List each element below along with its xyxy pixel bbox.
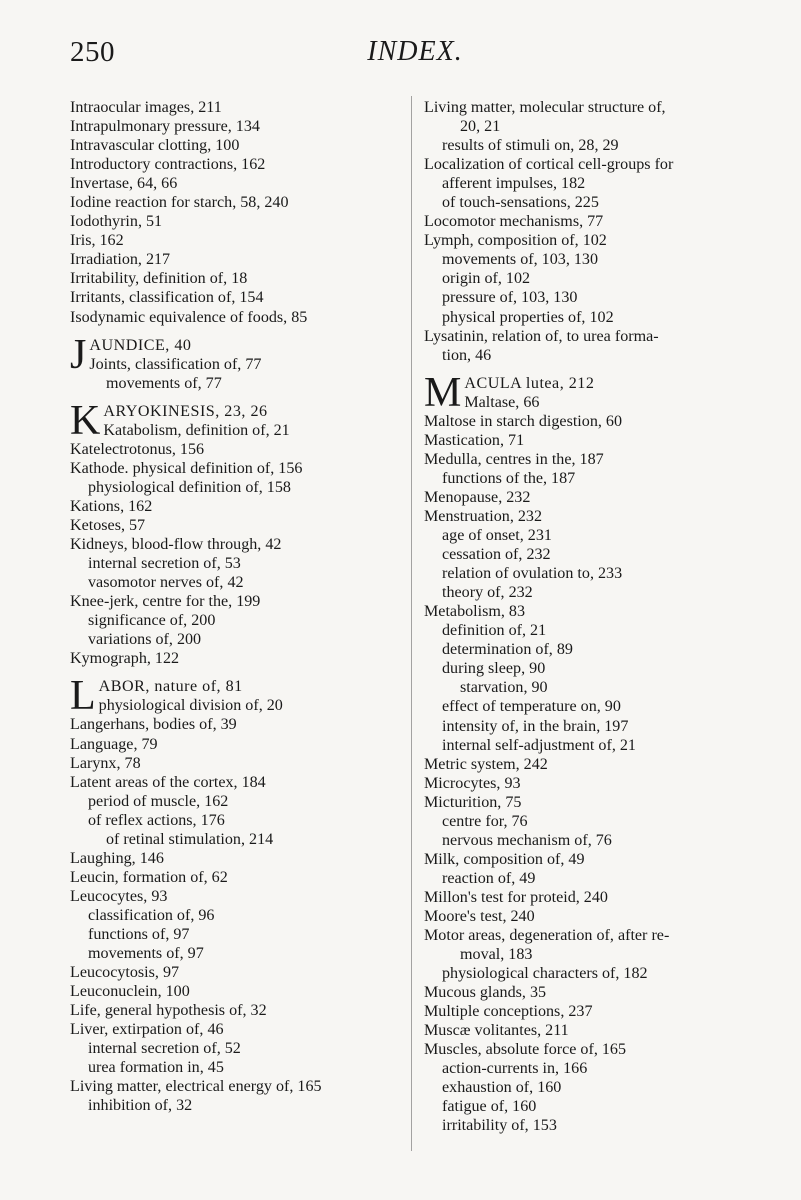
index-entry: starvation, 90	[460, 679, 548, 697]
index-entry: ABOR, nature of, 81	[98, 678, 243, 696]
index-entry: significance of, 200	[88, 612, 216, 630]
index-entry: Kathode. physical definition of, 156	[70, 459, 303, 477]
index-entry: physiological division of, 20	[98, 697, 283, 715]
section-m	[424, 369, 769, 1136]
index-entry: of reflex actions, 176	[88, 811, 225, 829]
index-entry: Latent areas of the cortex, 184	[70, 773, 266, 791]
index-entry: Irritability, definition of, 18	[70, 270, 248, 288]
index-entry: physiological definition of, 158	[88, 478, 291, 496]
index-entry: movements of, 77	[106, 374, 222, 392]
index-entry: classification of, 96	[88, 906, 215, 924]
index-entry: ACULA lutea, 212	[464, 374, 595, 392]
index-entry: Living matter, molecular structure of,	[424, 99, 666, 116]
page-number: 250	[70, 36, 115, 68]
entry-list-i	[70, 98, 400, 327]
index-entry: movements of, 97	[88, 945, 204, 963]
index-entry: Medulla, centres in the, 187	[424, 450, 604, 468]
index-entry: Metric system, 242	[424, 755, 548, 773]
index-entry: period of muscle, 162	[88, 792, 229, 810]
index-entry: fatigue of, 160	[442, 1098, 537, 1116]
index-entry: cessation of, 232	[442, 546, 551, 564]
index-entry: inhibition of, 32	[88, 1097, 193, 1115]
running-head: INDEX.	[367, 36, 463, 67]
index-entry: Iris, 162	[70, 232, 124, 250]
index-entry: action-currents in, 166	[442, 1060, 588, 1078]
drop-cap-l: L	[70, 673, 96, 720]
index-entry: Microcytes, 93	[424, 774, 521, 792]
index-entry: AUNDICE, 40	[89, 336, 192, 354]
index-entry: Irradiation, 217	[70, 251, 171, 269]
index-entry: afferent impulses, 182	[442, 175, 586, 193]
index-entry: variations of, 200	[88, 631, 202, 649]
index-entry: Mastication, 71	[424, 431, 525, 449]
index-entry: 20, 21	[460, 118, 501, 136]
index-entry: moval, 183	[460, 946, 533, 964]
index-entry: Kations, 162	[70, 497, 153, 515]
index-entry: determination of, 89	[442, 641, 573, 659]
index-entry: Milk, composition of, 49	[424, 850, 585, 868]
entry-list-l	[70, 715, 400, 1115]
index-column-left	[70, 98, 400, 1115]
entry-list-m	[424, 412, 769, 1136]
index-entry: Muscæ volitantes, 211	[424, 1022, 569, 1040]
index-entry: age of onset, 231	[442, 527, 552, 545]
index-entry: movements of, 103, 130	[442, 251, 599, 269]
index-entry: Locomotor mechanisms, 77	[424, 213, 604, 231]
index-entry: Isodynamic equivalence of foods, 85	[70, 308, 308, 326]
index-entry: Iodine reaction for starch, 58, 240	[70, 194, 289, 212]
index-entry: Leucocytosis, 97	[70, 964, 180, 982]
index-entry: relation of ovulation to, 233	[442, 565, 623, 583]
index-entry: pressure of, 103, 130	[442, 289, 578, 307]
index-entry: of touch-sensations, 225	[442, 194, 599, 212]
index-entry: urea formation in, 45	[88, 1059, 224, 1077]
index-entry: functions of the, 187	[442, 469, 576, 487]
entry-list-j	[70, 374, 400, 393]
index-entry: nervous mechanism of, 76	[442, 831, 612, 849]
index-entry: Metabolism, 83	[424, 603, 526, 621]
index-entry: Micturition, 75	[424, 793, 522, 811]
index-entry: Moore's test, 240	[424, 907, 535, 925]
index-entry: Kidneys, blood-flow through, 42	[70, 536, 282, 554]
index-entry: internal self-adjustment of, 21	[442, 736, 636, 754]
index-entry: Larynx, 78	[70, 754, 141, 772]
section-l	[70, 673, 400, 1115]
index-entry: Langerhans, bodies of, 39	[70, 716, 237, 734]
index-entry: Localization of cortical cell-groups for	[424, 156, 674, 174]
index-entry: Life, general hypothesis of, 32	[70, 1002, 267, 1020]
index-entry: Katabolism, definition of, 21	[103, 421, 290, 439]
index-entry: Lymph, composition of, 102	[424, 232, 607, 250]
index-entry: Ketoses, 57	[70, 516, 146, 534]
index-entry: centre for, 76	[442, 812, 528, 830]
index-entry: Millon's test for proteid, 240	[424, 888, 608, 906]
index-entry: Living matter, electrical energy of, 165	[70, 1078, 322, 1096]
index-entry: Introductory contractions, 162	[70, 156, 266, 174]
index-entry: Leucin, formation of, 62	[70, 868, 228, 886]
index-entry: Mucous glands, 35	[424, 984, 547, 1002]
index-entry: Maltase, 66	[464, 393, 540, 411]
index-entry: during sleep, 90	[442, 660, 546, 678]
index-entry: effect of temperature on, 90	[442, 698, 621, 716]
index-entry: theory of, 232	[442, 584, 533, 602]
index-entry: Intravascular clotting, 100	[70, 137, 240, 155]
index-entry: Motor areas, degeneration of, after re-	[424, 927, 670, 945]
index-entry: Leuconuclein, 100	[70, 983, 190, 1001]
section-k	[70, 397, 400, 669]
index-entry: Lysatinin, relation of, to urea forma-	[424, 327, 659, 345]
index-entry: results of stimuli on, 28, 29	[442, 137, 619, 155]
index-entry: Menstruation, 232	[424, 507, 543, 525]
index-entry: physical properties of, 102	[442, 308, 614, 326]
index-entry: Intraocular images, 211	[70, 99, 222, 116]
index-column-right	[424, 98, 769, 1136]
index-entry: ARYOKINESIS, 23, 26	[103, 402, 268, 420]
page-header	[70, 36, 760, 70]
index-entry: internal secretion of, 53	[88, 555, 241, 573]
drop-cap-k: K	[70, 397, 101, 444]
index-entry: Katelectrotonus, 156	[70, 440, 205, 458]
index-entry: Menopause, 232	[424, 488, 531, 506]
index-entry: Joints, classification of, 77	[89, 355, 262, 373]
index-entry: Muscles, absolute force of, 165	[424, 1041, 627, 1059]
index-entry: definition of, 21	[442, 622, 547, 640]
index-entry: Knee-jerk, centre for the, 199	[70, 593, 261, 611]
index-entry: Laughing, 146	[70, 849, 164, 867]
drop-cap-j: J	[70, 331, 87, 378]
index-entry: Intrapulmonary pressure, 134	[70, 118, 260, 136]
index-entry: origin of, 102	[442, 270, 531, 288]
drop-cap-m: M	[424, 369, 462, 416]
index-entry: intensity of, in the brain, 197	[442, 717, 629, 735]
index-entry: Leucocytes, 93	[70, 887, 168, 905]
entry-list-k	[70, 440, 400, 669]
index-entry: Kymograph, 122	[70, 650, 180, 668]
index-entry: tion, 46	[442, 346, 492, 364]
index-entry: exhaustion of, 160	[442, 1079, 562, 1097]
section-j	[70, 331, 400, 393]
entry-list-l-cont	[424, 98, 769, 365]
index-entry: Irritants, classification of, 154	[70, 289, 264, 307]
index-entry: irritability of, 153	[442, 1117, 557, 1135]
index-entry: physiological characters of, 182	[442, 965, 648, 983]
index-entry: Maltose in starch digestion, 60	[424, 412, 623, 430]
index-entry: Liver, extirpation of, 46	[70, 1021, 224, 1039]
index-entry: functions of, 97	[88, 925, 190, 943]
index-entry: reaction of, 49	[442, 869, 536, 887]
index-entry: vasomotor nerves of, 42	[88, 574, 244, 592]
index-entry: Language, 79	[70, 735, 158, 753]
index-entry: Invertase, 64, 66	[70, 175, 178, 193]
column-divider	[411, 96, 412, 1151]
index-entry: of retinal stimulation, 214	[106, 830, 274, 848]
index-entry: Multiple conceptions, 237	[424, 1003, 593, 1021]
index-entry: Iodothyrin, 51	[70, 213, 163, 231]
index-entry: internal secretion of, 52	[88, 1040, 241, 1058]
